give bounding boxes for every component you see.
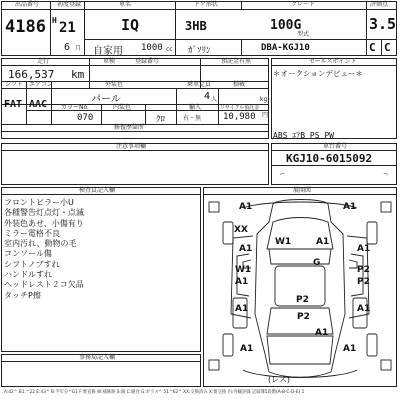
displacement-unit: cc xyxy=(166,46,173,53)
model-code: DBA-KGJ10 xyxy=(261,43,310,53)
damage-mark: P2 xyxy=(296,295,309,305)
damage-mark: A1 xyxy=(235,277,249,287)
damage-mark: P2 xyxy=(357,277,370,287)
damage-mark: A1 xyxy=(316,237,330,247)
grade-label: グレード xyxy=(291,1,316,8)
footer-legend: A:42^ B1:^22 E:43^ B:半年分^G1 F:要直修 W:補修跡 S:錆 C:腐食 G:ガラス^ 51^62^ XX:交換済み X:要交換 内:外観評価 記録簿5段階(A-B-C-D-E) 1 xyxy=(4,390,305,395)
damage-mark: A1 xyxy=(343,202,357,212)
car-diagram xyxy=(203,194,397,384)
lot-number: 4186 xyxy=(5,17,46,37)
sales-point-text: ＊オークションデビュー＊ xyxy=(273,69,363,78)
sales-point-label: セールスポイント xyxy=(309,58,357,65)
damage-mark: A1 xyxy=(343,344,357,354)
inspector-note: ミラー電格不良 xyxy=(4,228,60,238)
car-name: IQ xyxy=(121,16,140,34)
damage-mark: A1 xyxy=(240,344,254,354)
grade-value: 100G xyxy=(270,18,302,33)
damage-mark: A1 xyxy=(315,328,329,338)
diagram-title: 展開図 xyxy=(293,187,312,194)
month-unit: 月 xyxy=(75,45,82,52)
month-value: 6 xyxy=(64,42,71,53)
inspector-title: 検査員記入欄 xyxy=(79,187,116,194)
mileage-unit: km xyxy=(71,68,85,81)
score-label: 評価点 xyxy=(370,1,389,8)
model-label: 型式 xyxy=(297,31,310,38)
import-label: 輸入 xyxy=(189,104,202,111)
recycle-fee-value: 10,980 xyxy=(223,112,256,122)
damage-mark: A1 xyxy=(239,244,253,254)
chassis-label: 車台番号 xyxy=(323,143,348,150)
report-label: 事務局記入欄 xyxy=(79,354,116,361)
equipment-text: ABS ｴｱB PS PW xyxy=(273,131,334,140)
aircon-label: エアコン xyxy=(29,81,53,88)
aircon-value: AAC xyxy=(29,99,48,110)
exterior-color: パール xyxy=(91,94,121,105)
recycle-fee-label: リサイクル預託金 xyxy=(220,105,260,111)
inspector-note: 各種警告灯点灯・点滅 xyxy=(4,208,84,218)
inspector-note: タッチP擦 xyxy=(4,290,41,300)
mileage-label: 走行 xyxy=(37,58,50,65)
damage-mark: A1 xyxy=(357,244,371,254)
chassis-number: KGJ10-6015092 xyxy=(286,152,373,165)
damage-mark: A1 xyxy=(235,304,249,314)
damage-mark: G xyxy=(313,258,321,268)
seats-unit: 人 xyxy=(211,96,218,103)
chassis-corner-marks-right: ¬ xyxy=(383,171,389,178)
damage-mark: XX xyxy=(234,225,248,235)
doors-value: 3HB xyxy=(185,19,207,33)
seats-value: 4 xyxy=(204,91,211,102)
fuel-type: ｶﾞｿﾘﾝ xyxy=(188,46,211,56)
inspector-notes xyxy=(4,198,84,301)
damage-mark: P2 xyxy=(357,265,370,275)
transmission-value: FAT xyxy=(4,99,23,110)
inspection-label: 車検 xyxy=(103,58,116,65)
name-label: 車名 xyxy=(119,1,132,8)
les-label: (レス) xyxy=(268,375,291,384)
recycle-unit: 円 xyxy=(262,112,269,119)
inspector-note: 室内汚れ、動物の毛 xyxy=(4,239,77,249)
inspector-note: 外装色あせ、小傷有り xyxy=(4,218,84,228)
capacity-unit: kg xyxy=(260,96,268,103)
year-value: 21 xyxy=(59,20,76,36)
inspector-note: ハンドルすれ xyxy=(4,270,52,280)
year-label: 初度登録 xyxy=(57,1,82,8)
chassis-corner-marks: ⌐ xyxy=(280,171,286,178)
seats-label: 乗車定員 xyxy=(187,81,212,88)
auction-sheet xyxy=(1,1,397,397)
displacement: 1000 xyxy=(141,43,163,53)
lot-label: 出品番号 xyxy=(15,1,40,8)
inspector-note: シフトノブすれ xyxy=(4,259,60,269)
doors-label: ドア形状 xyxy=(194,1,218,8)
interior-color: ｸﾛ xyxy=(156,115,166,125)
import-note: 有・無 xyxy=(183,115,202,122)
shift-label: シフト xyxy=(5,81,24,88)
era-prefix: H xyxy=(52,16,57,25)
use-type: 自家用 xyxy=(93,46,123,57)
damage-mark: P2 xyxy=(297,312,310,322)
score-value: 3.5 xyxy=(369,15,397,33)
notes-label: 注意事項欄 xyxy=(116,143,147,150)
recycle-label: 預託金有無 xyxy=(221,58,252,65)
history-label: 修復歴箇所 xyxy=(114,124,145,131)
inspector-note: ヘッドレスト２コ欠品 xyxy=(4,280,84,290)
inspector-note: フロントピラー小U xyxy=(4,198,74,207)
inspector-note: コンソール傷 xyxy=(4,249,52,259)
mileage-value: 166,537 xyxy=(8,68,55,81)
color-no-value: 070 xyxy=(77,113,94,123)
damage-mark: W1 xyxy=(235,265,252,275)
damage-mark: A1 xyxy=(239,202,253,212)
interior-label: 内装色 xyxy=(113,104,132,111)
interior-grade: C xyxy=(369,41,376,54)
exterior-label: 外装色 xyxy=(105,81,124,88)
damage-mark: W1 xyxy=(275,237,292,247)
damage-mark: A1 xyxy=(357,304,371,314)
registration-label: 登録番号 xyxy=(135,58,160,65)
color-no-label: カラーNo. xyxy=(61,104,89,111)
capacity-label: 積載 xyxy=(233,81,246,88)
exterior-grade: C xyxy=(384,41,391,54)
